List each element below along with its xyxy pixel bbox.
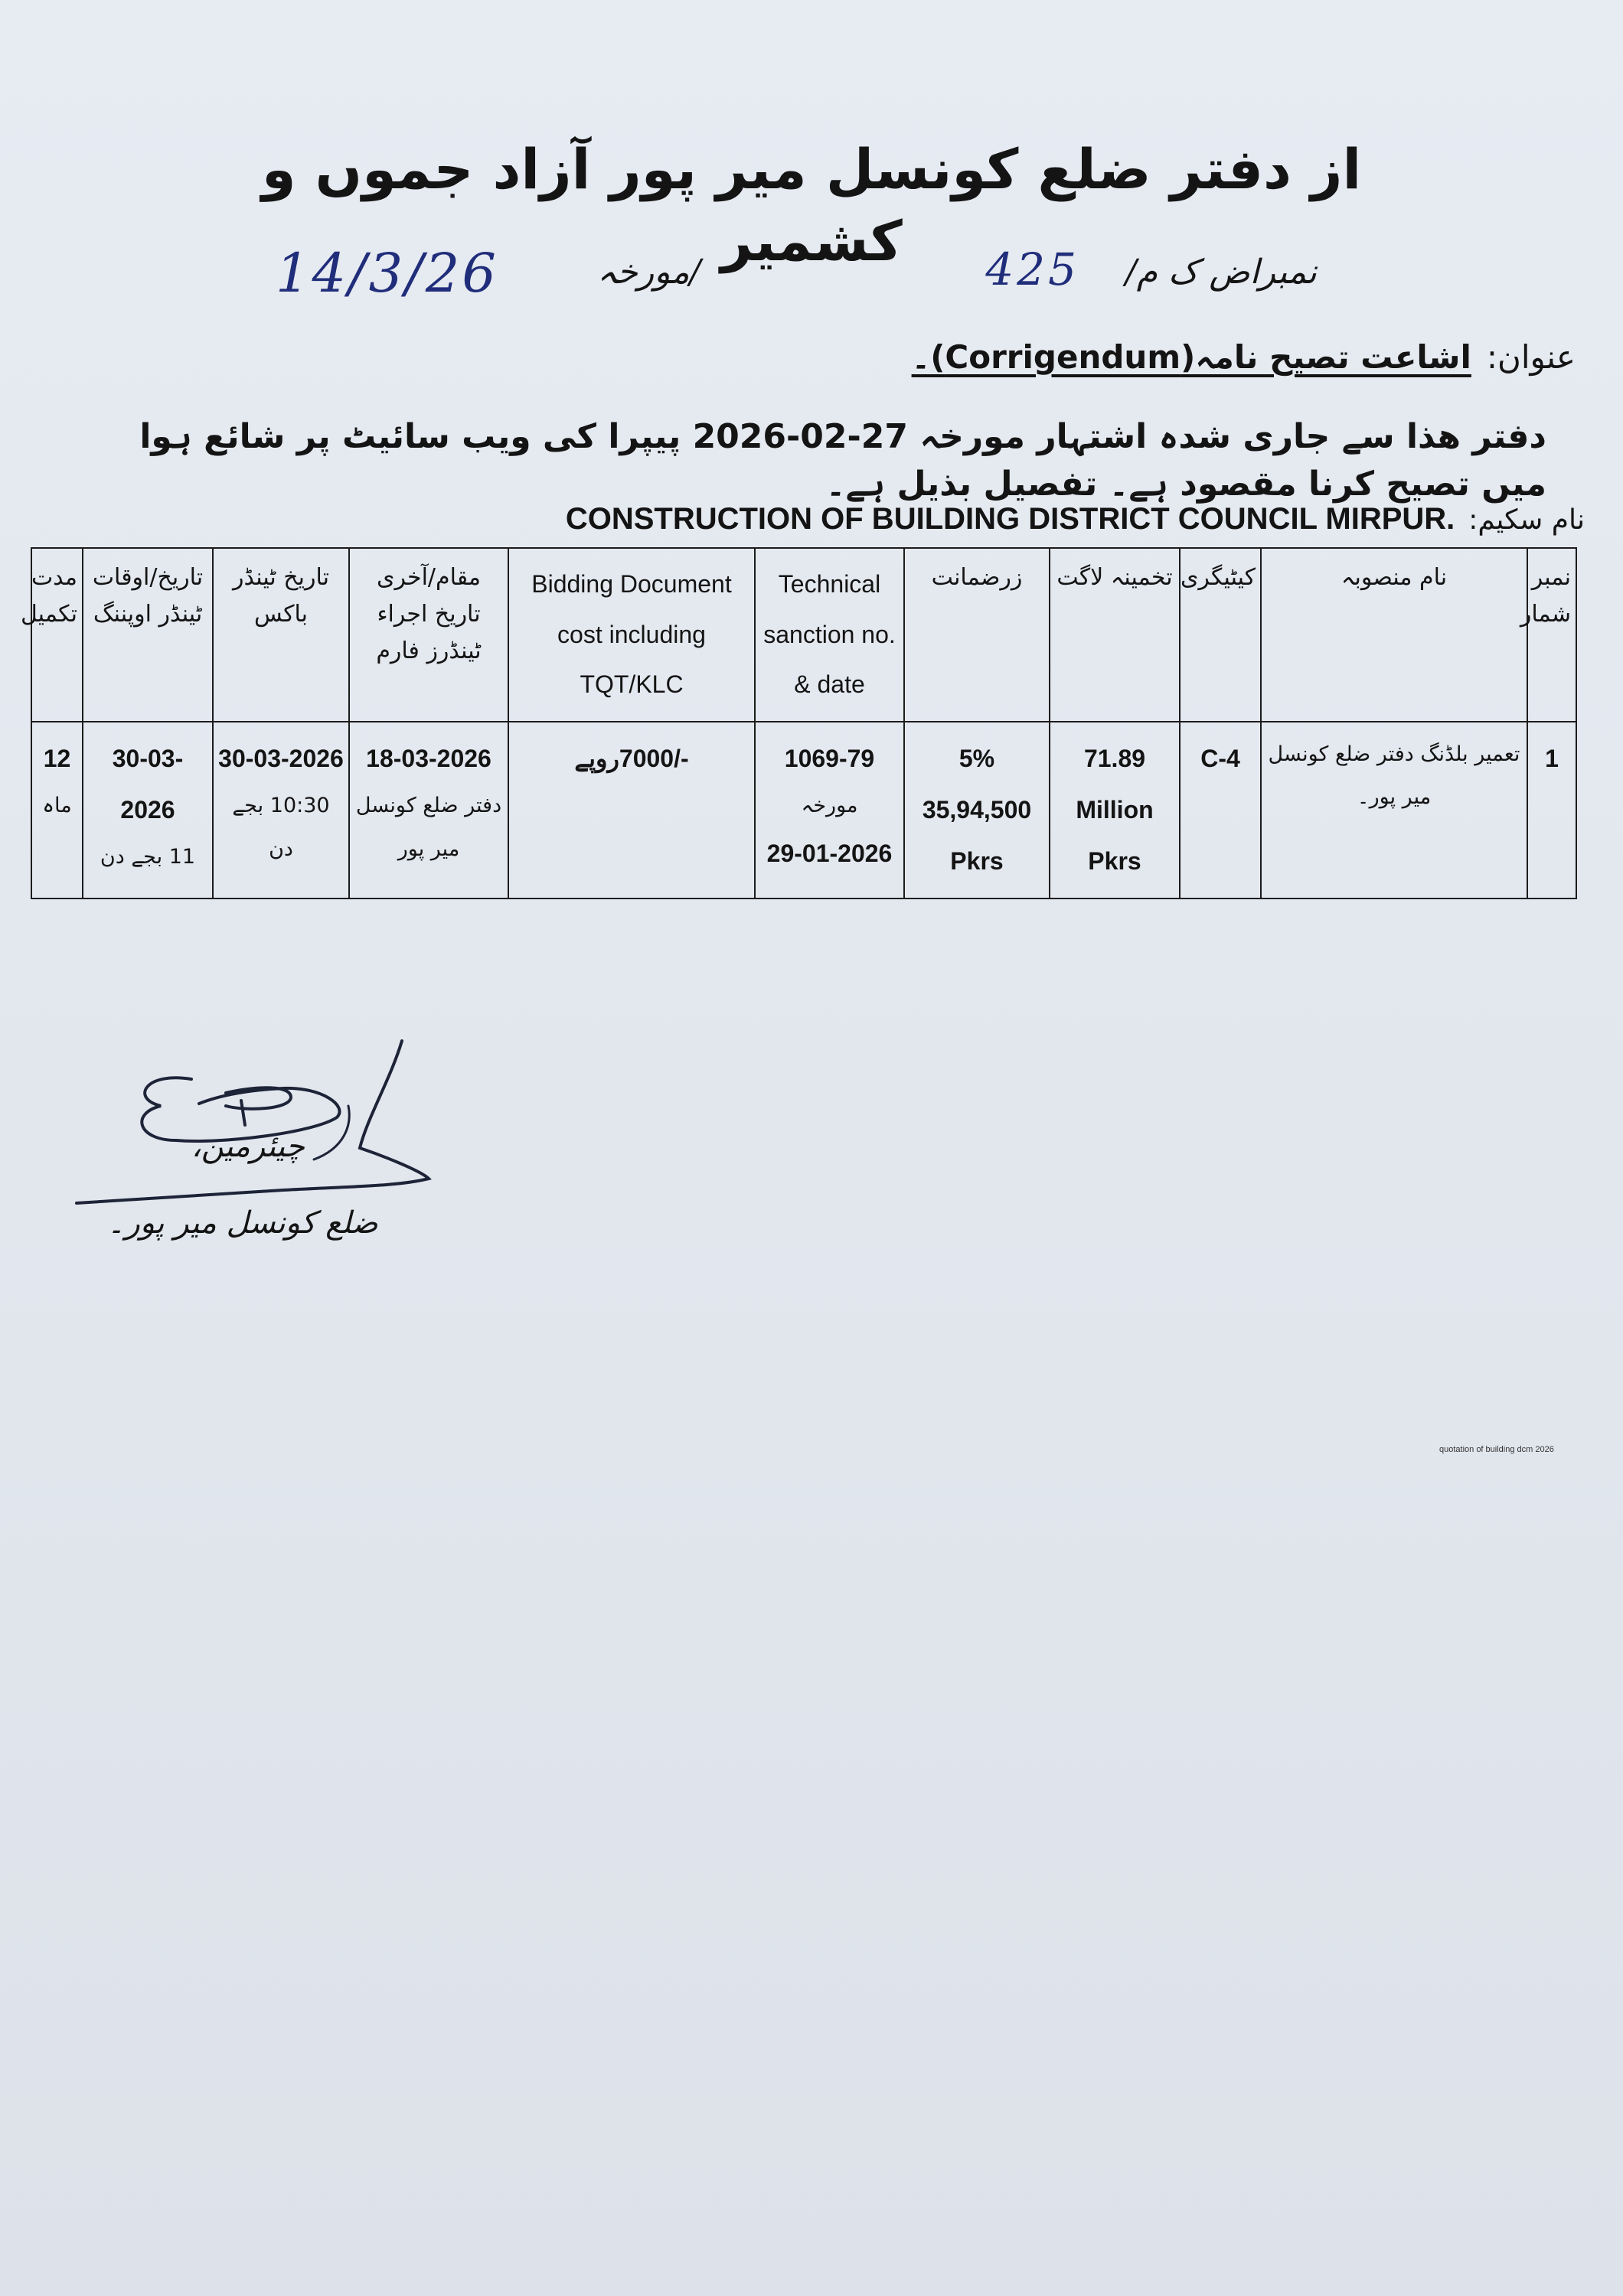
scheme-line xyxy=(130,502,1585,548)
cell-bidding-document xyxy=(508,722,755,899)
table-header-row xyxy=(31,548,1576,722)
scheme-value: CONSTRUCTION OF BUILDING DISTRICT COUNCIL MIRPUR. xyxy=(565,502,1455,536)
cell-serial: 1 xyxy=(1527,722,1576,899)
cell-project xyxy=(1261,722,1527,899)
header-technical-sanction: Technical sanction no. & date xyxy=(755,548,904,722)
header-category: کیٹیگری xyxy=(1180,548,1261,722)
completion-unit: ماہ xyxy=(42,793,72,817)
date-value: 14/3/26 xyxy=(276,242,498,305)
estimated-cost-currency: Pkrs xyxy=(1088,847,1141,876)
signatory-organization: ضلع کونسل میر پور۔ xyxy=(107,1205,378,1241)
tender-box-date: 30-03-2026 xyxy=(218,744,344,772)
sanction-date: 29-01-2026 xyxy=(766,839,893,867)
header-tender-box: تاریخ ٹینڈر باکس xyxy=(213,548,349,722)
notice-body: دفتر ھذا سے جاری شدہ اشتہار مورخہ 27-02-2026 پیپرا کی ویب سائیٹ پر شائع ہوا میں تصیح کرنا مقصود ہے۔ تفصیل بذیل ہے۔ xyxy=(139,417,1546,504)
subject-value: اشاعت تصیح نامہ(Corrigendum)۔ xyxy=(911,338,1471,376)
sanction-date-word: مورخہ xyxy=(801,793,858,817)
security-amount: 35,94,500 xyxy=(922,795,1032,823)
estimated-cost-value: 71.89 xyxy=(1083,744,1146,772)
cell-technical-sanction xyxy=(755,722,904,899)
security-currency: Pkrs xyxy=(950,847,1004,876)
cell-completion xyxy=(31,722,83,899)
reference-number-label: نمبراض ک م/ xyxy=(1125,253,1317,292)
scheme-label: نام سکیم: xyxy=(1468,504,1585,536)
completion-value: 12 xyxy=(43,744,71,772)
subject-label: عنوان: xyxy=(1486,338,1576,376)
header-completion: مدت تکمیل xyxy=(31,548,83,722)
signature-scribble xyxy=(61,1033,459,1301)
header-issue: مقام/آخری تاریخ اجراء ٹینڈرز فارم xyxy=(349,548,508,722)
cell-opening xyxy=(83,722,213,899)
issue-place: دفتر ضلع کونسل میر پور xyxy=(355,793,502,861)
opening-date: 30-03-2026 xyxy=(112,744,184,823)
sanction-number: 1069-79 xyxy=(784,744,875,772)
header-project: نام منصوبہ xyxy=(1261,548,1527,722)
office-heading: از دفتر ضلع کونسل میر پور آزاد جموں و کشمیر xyxy=(261,137,1362,273)
cell-security xyxy=(904,722,1050,899)
header-estimated-cost: تخمینہ لاگت xyxy=(1050,548,1180,722)
estimated-cost-unit: Million xyxy=(1076,795,1154,823)
subject-line xyxy=(580,338,1576,392)
bidding-document-cost: -/7000روپے xyxy=(574,744,689,772)
cell-estimated-cost xyxy=(1050,722,1180,899)
security-percent: 5% xyxy=(958,744,995,772)
header-bidding-document: Bidding Document cost including TQT/KLC xyxy=(508,548,755,722)
reference-number: 425 xyxy=(985,243,1079,295)
cell-tender-box xyxy=(213,722,349,899)
project-name: تعمیر بلڈنگ دفتر ضلع کونسل میر پور۔ xyxy=(1268,742,1520,810)
header-serial: نمبر شمار xyxy=(1527,548,1576,722)
cell-issue xyxy=(349,722,508,899)
header-security: زرضمانت xyxy=(904,548,1050,722)
footer-note: quotation of building dcm 2026 xyxy=(1439,1445,1554,1454)
date-label: /مورخہ xyxy=(597,253,701,292)
tender-box-time: 10:30 بجے دن xyxy=(232,793,330,861)
cell-category: C-4 xyxy=(1180,722,1261,899)
reference-line xyxy=(276,239,1317,308)
header-opening: تاریخ/اوقات ٹینڈر اوپننگ xyxy=(83,548,213,722)
opening-time: 11 بجے دن xyxy=(100,845,196,869)
tender-table xyxy=(20,547,1577,899)
signatory-title: چیئرمین، xyxy=(191,1129,305,1164)
table-row xyxy=(31,722,1576,899)
issue-date: 18-03-2026 xyxy=(366,744,491,772)
